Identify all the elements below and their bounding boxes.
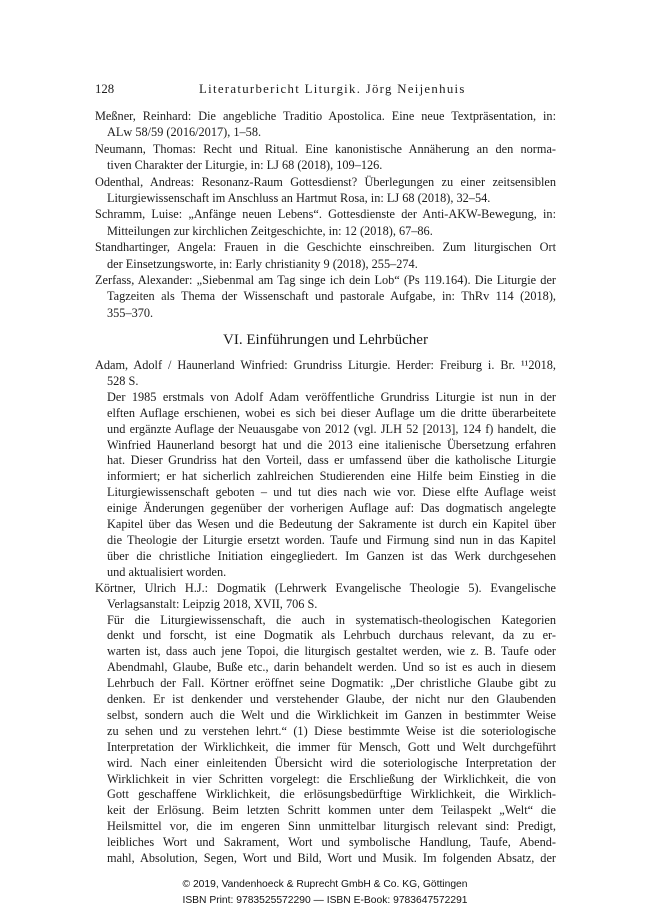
citation-line: 528 S. <box>107 373 139 388</box>
bibliography-entry <box>95 174 556 207</box>
isbn-line: ISBN Print: 9783525572290 — ISBN E-Book: 9783647572291 <box>182 895 468 906</box>
entry-line: Neumann, Thomas: Recht und Ritual. Eine kanonistische Annäherung an den norma- <box>95 141 556 156</box>
review-line: Der 1985 erstmals von Adolf Adam veröffentliche Grundriss Liturgie ist nun in der <box>107 389 556 404</box>
review-line: Gott geschaffene Wirklichkeit, die erlösungsbedürftige Wirklichkeit, die Wirklich- <box>107 787 556 802</box>
review-citation <box>95 581 556 613</box>
bibliography-entry <box>95 108 556 141</box>
entry-line: der Einsetzungsworte, in: Early christianity 9 (2018), 255–274. <box>107 256 418 271</box>
entry-line: 355–370. <box>107 305 154 320</box>
running-title: Literaturbericht Liturgik. Jörg Neijenhuis <box>199 82 466 96</box>
entry-line: ALw 58/59 (2016/2017), 1–58. <box>107 125 262 140</box>
section-heading: VI. Einführungen und Lehrbücher <box>223 332 428 348</box>
review-entry <box>95 358 556 581</box>
bibliography-list <box>95 108 556 321</box>
review-line: elften Auflage erschienen, wobei es sich bei dieser Auflage um die dritte überarbeitete <box>107 405 556 420</box>
running-header <box>95 80 556 98</box>
review-line: über die christliche Initiation eingegliedert. Im Ganzen ist das Werk durchgesehen <box>107 548 556 563</box>
bibliography-entry <box>95 239 556 272</box>
review-line: wird. Nach einer einleitenden Übersicht wird die soteriologische Interpretation der <box>107 755 556 770</box>
review-line: zu sehen und zu verstehen lehrt.“ (1) Diese bestimmte Weise ist die soteriologische <box>107 723 556 738</box>
entry-line: Tagzeiten als Thema der Wissenschaft und pastorale Aufgabe, in: ThRv 114 (2018), <box>107 289 556 304</box>
entry-line: Meßner, Reinhard: Die angebliche Traditio Apostolica. Eine neue Textpräsentation, in: <box>95 109 556 123</box>
review-line: denken. Er ist denkender und verstehender Glaube, der nicht nur den Glaubenden <box>107 692 556 707</box>
entry-line: Schramm, Luise: „Anfänge neuen Lebens“. Gottesdienste der Anti-AKW-Bewegung, in: <box>95 207 556 222</box>
entry-line: Odenthal, Andreas: Resonanz-Raum Gottesdienst? Überlegungen zu einer zeitsensiblen <box>95 174 556 189</box>
review-line: keit der Erlösung. Beim letzten Schritt kommen unter dem Teilaspekt „Welt“ die <box>107 803 556 818</box>
review-line: informiert; er hat sicherlich zahlreichen Studierenden eine Hilfe beim Einstieg in die <box>107 469 556 484</box>
review-line: Lehrbuch der Fall. Körtner eröffnet seine Dogmatik: „Der christliche Glaube gibt zu <box>107 676 556 691</box>
entry-line: Liturgiewissenschaft im Anschluss an Hartmut Rosa, in: LJ 68 (2018), 32–54. <box>107 191 491 206</box>
citation-line: Körtner, Ulrich H.J.: Dogmatik (Lehrwerk Evangelische Theologie 5). Evangelische <box>95 580 556 595</box>
review-line: leibliches Wort und Sakrament, Wort und symbolische Handlung, Taufe, Abend- <box>107 835 556 850</box>
review-line: die Theologie der Liturgie ersetzt worden. Taufe und Firmung sind nun in das Kapitel <box>107 532 556 547</box>
review-line: Heilsmittel vor, die im engeren Sinn unmittelbar liturgisch relevant sind: Predigt, <box>107 819 556 834</box>
review-list <box>95 358 556 867</box>
review-line: Liturgiewissenschaft geboten – und tut dies nach wie vor. Diese elfte Auflage weist <box>107 485 556 500</box>
review-line: Winfried Haunerland besorgt hat und die 2013 eine italienische Übersetzung erfahren <box>107 437 556 452</box>
review-line: und ergänzte Auflage der Neuausgabe von 2012 (vgl. JLH 52 [2013], 124 f) handelt, die <box>107 421 556 436</box>
review-line: mahl, Absolution, Segen, Wort und Bild, Wort und Musik. Im folgenden Absatz, der <box>107 851 556 866</box>
entry-line: Zerfass, Alexander: „Siebenmal am Tag singe ich dein Lob“ (Ps 119.164). Die Liturgie der <box>95 273 556 288</box>
review-line: Abendmahl, Glaube, Buße etc., darin behandelt werden. Und so ist es auch in diesem <box>107 660 556 675</box>
citation-line: Verlagsanstalt: Leipzig 2018, XVII, 706 S. <box>107 596 318 611</box>
review-line: selbst, sondern auch die Welt und die Wirklichkeit im Ganzen in bestimmter Weise <box>107 707 556 722</box>
copyright-notice: © 2019, Vandenhoeck & Ruprecht GmbH & Co. KG, Göttingen <box>182 879 468 890</box>
review-citation <box>95 358 556 390</box>
review-line: denkt und forscht, ist eine Dogmatik als Lehrbuch durchaus relevant, da zu er- <box>107 628 556 643</box>
review-line: und aktualisiert worden. <box>107 564 227 579</box>
review-line: Interpretation der Wirklichkeit, die immer für Mensch, Gott und Welt durchgeführt <box>107 739 556 754</box>
review-line: warten ist, dass auch jene Topoi, die liturgisch gestaltet werden, wie z. B. Taufe oder <box>107 644 556 659</box>
entry-line: Mitteilungen zur kirchlichen Zeitgeschichte, in: 12 (2018), 67–86. <box>107 223 433 238</box>
review-text <box>95 390 556 581</box>
entry-line: Standhartinger, Angela: Frauen in die Geschichte einschreiben. Zum liturgischen Ort <box>95 240 556 255</box>
bibliography-entry <box>95 141 556 174</box>
page-number: 128 <box>95 82 115 96</box>
entry-line: tiven Charakter der Liturgie, in: LJ 68 (2018), 109–126. <box>107 158 383 173</box>
review-line: Kapitel über das Wesen und die Bedeutung der Sakramente ist durch ein Kapitel über <box>107 517 556 532</box>
citation-line: Adam, Adolf / Haunerland Winfried: Grundriss Liturgie. Herder: Freiburg i. Br. ¹¹2018, <box>95 358 556 372</box>
review-line: einige Änderungen gegenüber der vorherigen Auflage auf: Das dogmatisch angelegte <box>107 501 556 516</box>
bibliography-entry <box>95 272 556 321</box>
bibliography-entry <box>95 206 556 239</box>
review-line: hat. Dieser Grundriss hat den Vorteil, dass er umfassend über die katholische Liturgie <box>107 453 556 468</box>
review-line: Wirklichkeit in vier Schritten vorgelegt: die Erschließung der Wirklichkeit, die von <box>107 771 556 786</box>
review-line: Für die Liturgiewissenschaft, die auch in systematisch-theologischen Kategorien <box>107 612 556 627</box>
review-entry <box>95 581 556 867</box>
review-text <box>95 613 556 868</box>
